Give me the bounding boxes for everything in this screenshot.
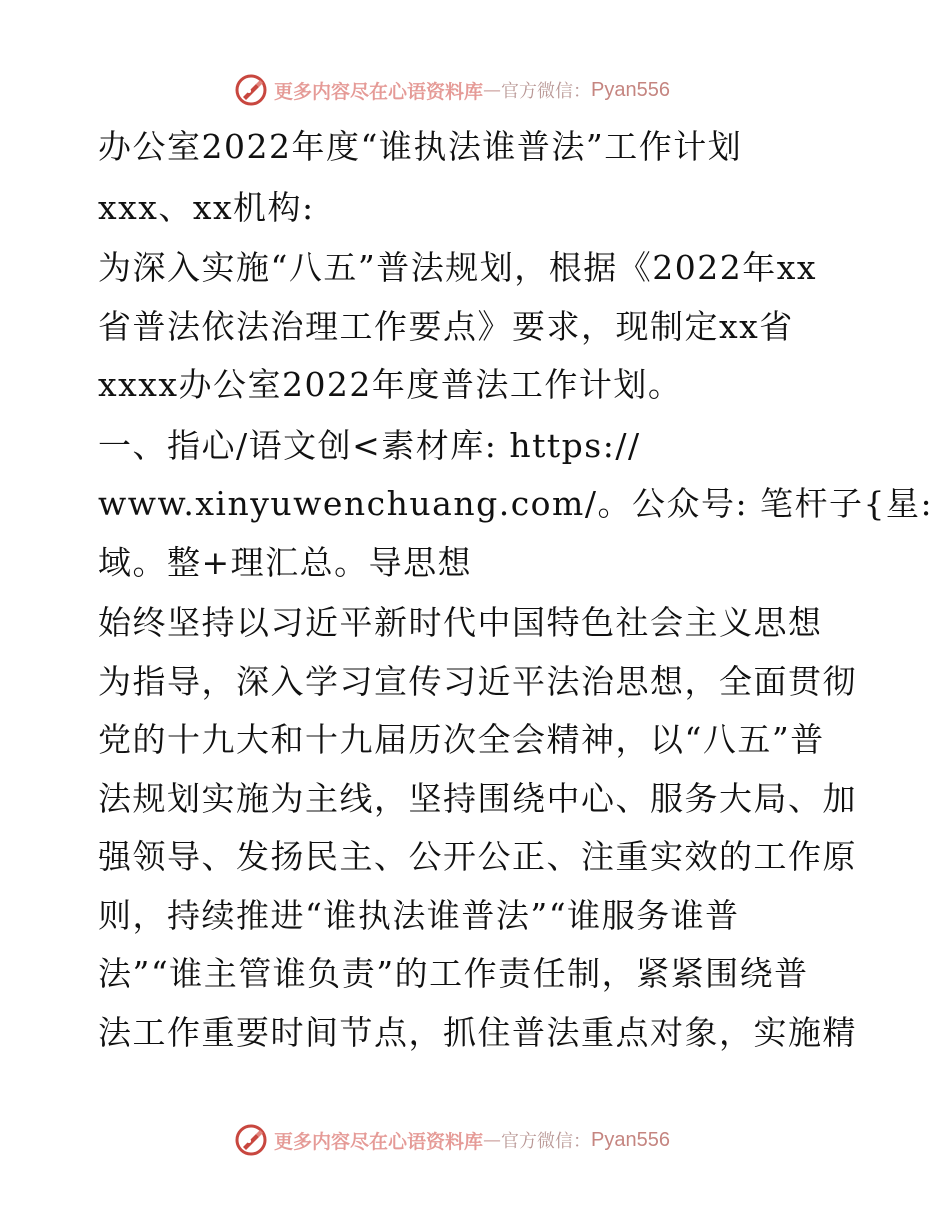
watermark-separator: — — [483, 79, 502, 101]
body-line: 法规划实施为主线，坚持围绕中心、服务大局、加 — [98, 778, 857, 818]
body-line: 始终坚持以习近平新时代中国特色社会主义思想 — [98, 603, 823, 642]
section1-line: www.xinyuwenchuang.com/。公众号: 笔杆子{星: — [98, 484, 934, 523]
section1-line: 一、指心/语文创<素材库: https:// — [98, 425, 641, 465]
document-title: 办公室2022年度“谁执法谁普法”工作计划 — [98, 127, 743, 166]
watermark-wechat-id: Pyan556 — [591, 1128, 670, 1151]
watermark-separator: — — [483, 1129, 502, 1151]
intro-line: 为深入实施“八五”普法规划，根据《2022年xx — [98, 248, 817, 287]
watermark-wechat-label: 官方微信： — [501, 81, 592, 102]
watermark-text: 更多内容尽在心语资料库 — [274, 1130, 484, 1153]
intro-line: 省普法依法治理工作要点》要求，现制定xx省 — [98, 306, 794, 346]
watermark-banner-top — [234, 72, 670, 108]
body-paragraph — [98, 594, 857, 1062]
pen-logo-icon — [234, 73, 268, 107]
body-line: 强领导、发扬民主、公开公正、注重实效的工作原 — [98, 837, 857, 876]
section-heading-paragraph — [98, 417, 934, 593]
body-line: 法工作重要时间节点，抓住普法重点对象，实施精 — [98, 1012, 857, 1052]
document-body — [98, 118, 934, 1062]
pen-logo-icon — [234, 1123, 268, 1157]
body-line: 党的十九大和十九届历次全会精神，以“八五”普 — [98, 720, 825, 759]
body-line: 为指导，深入学习宣传习近平法治思想，全面贯彻 — [98, 661, 857, 701]
watermark-wechat-label: 官方微信： — [501, 1131, 592, 1152]
watermark-banner-bottom — [234, 1122, 670, 1158]
section1-line: 域。整+理汇总。导思想 — [98, 542, 473, 582]
body-line: 法”“谁主管谁负责”的工作责任制，紧紧围绕普 — [98, 954, 809, 993]
salutation: xxx、xx机构: — [98, 187, 315, 227]
watermark-wechat-id: Pyan556 — [591, 78, 670, 101]
body-line: 则，持续推进“谁执法谁普法”“谁服务谁普 — [98, 895, 740, 935]
watermark-text: 更多内容尽在心语资料库 — [274, 80, 484, 103]
intro-line: xxxx办公室2022年度普法工作计划。 — [98, 365, 683, 404]
intro-paragraph — [98, 239, 848, 415]
